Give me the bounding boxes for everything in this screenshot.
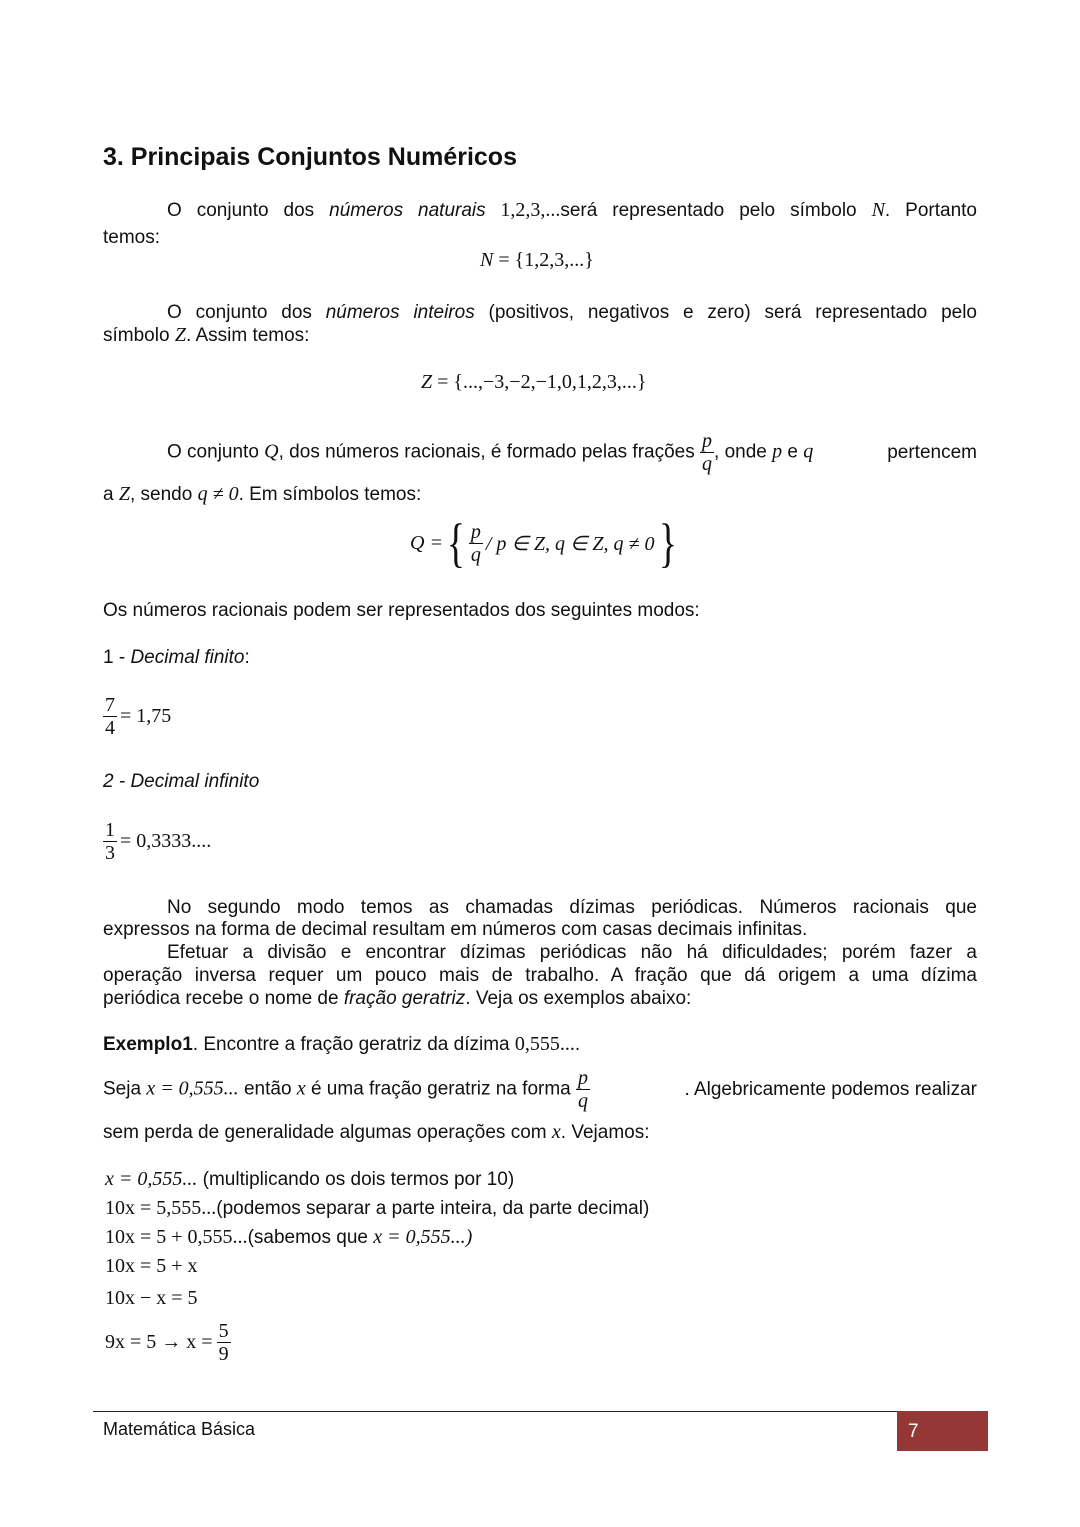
text: 1 -: [103, 647, 131, 668]
text: .: [574, 1034, 581, 1055]
denominator: 4: [105, 717, 115, 739]
text: . Portanto: [884, 200, 977, 221]
rationals-line1-left: [167, 430, 813, 475]
emphasis: 2 - Decimal infinito: [103, 771, 260, 792]
step-math: 10x = 5 + x: [105, 1255, 198, 1277]
integers-line1: [103, 301, 977, 324]
periodic-p1-line1: No segundo modo temos as chamadas dízimas periódicas. Números racionais que: [167, 897, 977, 918]
equation: x = 0,555...: [146, 1077, 239, 1100]
step-note: (podemos separar a parte inteira, da parte decimal): [216, 1198, 650, 1219]
left-brace: {: [446, 513, 465, 573]
step-3: [105, 1226, 472, 1249]
emphasis: Decimal finito: [130, 647, 245, 668]
numerator: 1: [105, 819, 115, 841]
step-note: (sabemos que: [247, 1227, 374, 1248]
page-number: 7: [908, 1421, 919, 1442]
value: = 1,75: [120, 705, 172, 727]
set-lhs: N: [480, 249, 494, 271]
footer-rule: [93, 1411, 897, 1412]
step-6: [105, 1320, 231, 1365]
emphasis: números inteiros: [325, 302, 475, 323]
numerator: 7: [105, 694, 115, 716]
numerator: p: [470, 520, 481, 543]
text: . Em símbolos temos:: [238, 484, 422, 505]
emphasis: fração geratriz: [343, 988, 466, 1009]
set-fraction: [469, 521, 483, 566]
mode1-example: [103, 694, 171, 739]
step-note: (multiplicando os dois termos por 10): [197, 1169, 515, 1190]
example1-line1-left: [103, 1067, 590, 1112]
symbol-z: Z: [118, 483, 130, 505]
step-2: [105, 1197, 649, 1220]
denominator: 9: [218, 1343, 229, 1365]
text: Seja: [103, 1078, 147, 1100]
set-lhs: Q =: [410, 531, 443, 554]
symbol-q-small: q: [803, 440, 814, 463]
text: . Algebricamente podemos realizar: [684, 1078, 977, 1100]
value: 0,555...: [514, 1033, 575, 1055]
text: O conjunto: [167, 441, 265, 463]
example1-line1: [103, 1063, 977, 1115]
periodic-p2-line1: Efetuar a divisão e encontrar dízimas periódicas não há dificuldades; porém fazer a: [167, 942, 977, 963]
text: símbolo: [103, 325, 175, 346]
step-math: 10x − x = 5: [105, 1287, 198, 1309]
mode2-example: [103, 819, 211, 864]
example1-line2: [103, 1121, 650, 1144]
step-1: [105, 1168, 514, 1191]
step-math: 9x = 5 → x =: [105, 1331, 213, 1353]
text: periódica recebe o nome de: [103, 988, 344, 1009]
symbol-p: p: [772, 440, 783, 463]
text: . Vejamos:: [560, 1122, 650, 1143]
text: , dos números racionais, é formado pelas frações: [278, 441, 701, 463]
text: :: [244, 647, 250, 668]
text: é uma fração geratriz na forma: [305, 1078, 577, 1100]
step-math: 10x = 5,555...: [105, 1197, 217, 1219]
fraction-7-4: [103, 694, 117, 739]
text: , onde: [714, 441, 773, 463]
sequence: 1,2,3,...: [485, 199, 561, 221]
denominator: q: [702, 452, 713, 475]
text: . Assim temos:: [185, 325, 310, 346]
step-math: x = 0,555...: [105, 1168, 198, 1190]
symbol-n: N: [871, 199, 885, 221]
numerator: p: [578, 1066, 589, 1089]
numerator: p: [702, 429, 713, 452]
fraction-1-3: [103, 819, 117, 864]
denominator: 3: [105, 842, 115, 864]
set-rhs: = {1,2,3,...}: [493, 249, 594, 271]
section-title: 3. Principais Conjuntos Numéricos: [103, 143, 517, 171]
step-math: x = 0,555...): [373, 1226, 473, 1248]
text: então: [238, 1078, 297, 1100]
integers-line2: [103, 324, 309, 347]
denominator: q: [578, 1089, 589, 1112]
naturals-line2: temos:: [103, 227, 161, 248]
value: = 0,3333....: [120, 830, 212, 852]
periodic-p1-line2: expressos na forma de decimal resultam em números com casas decimais infinitas.: [103, 919, 808, 940]
symbol-x: x: [551, 1121, 561, 1143]
fraction-5-9: [217, 1320, 231, 1365]
modes-intro: Os números racionais podem ser representados dos seguintes modos:: [103, 600, 700, 621]
mode2-label: [103, 770, 259, 793]
mode1-label: [103, 646, 250, 669]
step-4: [105, 1255, 198, 1278]
condition: q ≠ 0: [197, 483, 239, 505]
symbol-q: Q: [264, 440, 279, 463]
text: O conjunto dos: [167, 200, 330, 221]
rationals-line1: [167, 426, 977, 478]
step-5: [105, 1287, 198, 1310]
text: a: [103, 484, 119, 505]
text: sem perda de generalidade algumas operações com: [103, 1122, 552, 1143]
periodic-p2-line3: [103, 987, 691, 1010]
set-lhs: Z: [421, 371, 433, 393]
text: pertencem: [887, 441, 977, 463]
symbol-x: x: [296, 1077, 306, 1100]
step-math: 10x = 5 + 0,555...: [105, 1226, 248, 1248]
text: . Veja os exemplos abaixo:: [465, 988, 692, 1009]
text: e: [782, 441, 804, 463]
text: (positivos, negativos e zero) será representado pelo: [474, 302, 977, 323]
integers-set: [421, 371, 646, 394]
text: O conjunto dos: [167, 302, 326, 323]
denominator: q: [470, 543, 481, 566]
text: . Encontre a fração geratriz da dízima: [192, 1034, 515, 1055]
set-rhs: = {...,−3,−2,−1,0,1,2,3,...}: [432, 371, 647, 393]
emphasis: números naturais: [329, 200, 486, 221]
symbol-z: Z: [174, 324, 186, 346]
naturals-set: [480, 249, 594, 272]
fraction-p-q: [700, 430, 714, 475]
example-label: Exemplo1: [103, 1034, 193, 1055]
right-brace: }: [658, 513, 677, 573]
fraction-p-q: [576, 1067, 590, 1112]
numerator: 5: [218, 1320, 229, 1342]
periodic-p2-line2: operação inversa requer um pouco mais de trabalho. A fração que dá origem a uma dízima: [103, 965, 977, 986]
rationals-set: [410, 512, 680, 574]
text: será representado pelo símbolo: [560, 200, 872, 221]
naturals-paragraph: [103, 199, 977, 222]
text: , sendo: [129, 484, 198, 505]
example1-statement: [103, 1033, 580, 1056]
set-body: / p ∈ Z, q ∈ Z, q ≠ 0: [485, 532, 655, 555]
footer-book-title: Matemática Básica: [103, 1419, 256, 1439]
rationals-line2: [103, 483, 421, 506]
